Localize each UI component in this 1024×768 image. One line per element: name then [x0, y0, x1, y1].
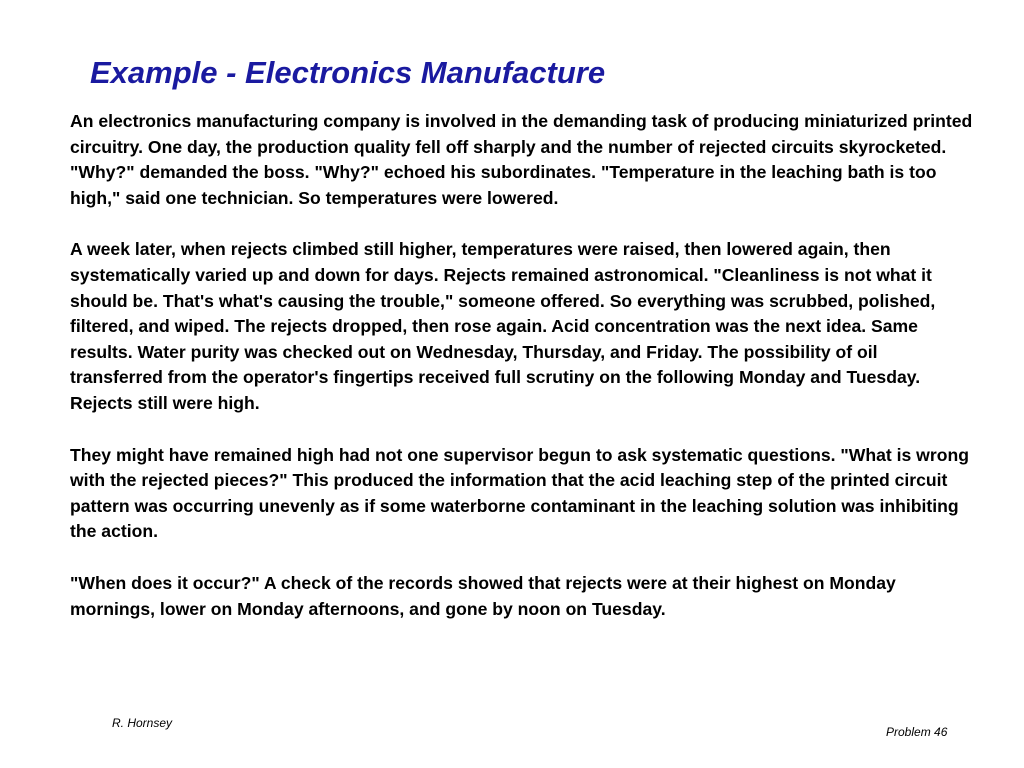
paragraph-week-later: A week later, when rejects climbed still higher, temperatures were raised, then lowered again, then systematically varied up and down for days. Rejects remained astronomical. "Cleanliness is not what it should be. That's what's causing the trouble," someone offered. So everything was scrubbed, polished, filtered, and wiped. The rejects dropped, then rose again. Acid concentration was the next idea. Same results. Water purity was checked out on Wednesday, Thursday, and Friday. The possibility of oil transferred from the operator's fingertips received full scrutiny on the following Monday and Tuesday. Rejects still were high.	[70, 239, 936, 413]
paragraph-intro: An electronics manufacturing company is involved in the demanding task of producing miniaturized printed circuitry. One day, the production quality fell off sharply and the number of rejected circuits skyrocketed. "Why?" demanded the boss. "Why?" echoed his subordinates. "Temperature in the leaching bath is too high," said one technician. So temperatures were lowered.	[70, 111, 973, 208]
paragraph-when: "When does it occur?" A check of the records showed that rejects were at their highest on Monday mornings, lower on Monday afternoons, and gone by noon on Tuesday.	[70, 572, 896, 619]
slide-title: Example - Electronics Manufacture	[90, 55, 606, 90]
footer-author: R. Hornsey	[112, 716, 173, 730]
paragraph-supervisor: They might have remained high had not one supervisor begun to ask systematic questions. "What is wrong with the rejected pieces?" This produced the information that the acid leaching step of the printed circuit pattern was occurring unevenly as if some waterborne contaminant in the leaching solution was inhibiting the action.	[70, 444, 969, 542]
footer-page-label: Problem 46	[886, 725, 948, 739]
slide-body	[70, 109, 975, 648]
